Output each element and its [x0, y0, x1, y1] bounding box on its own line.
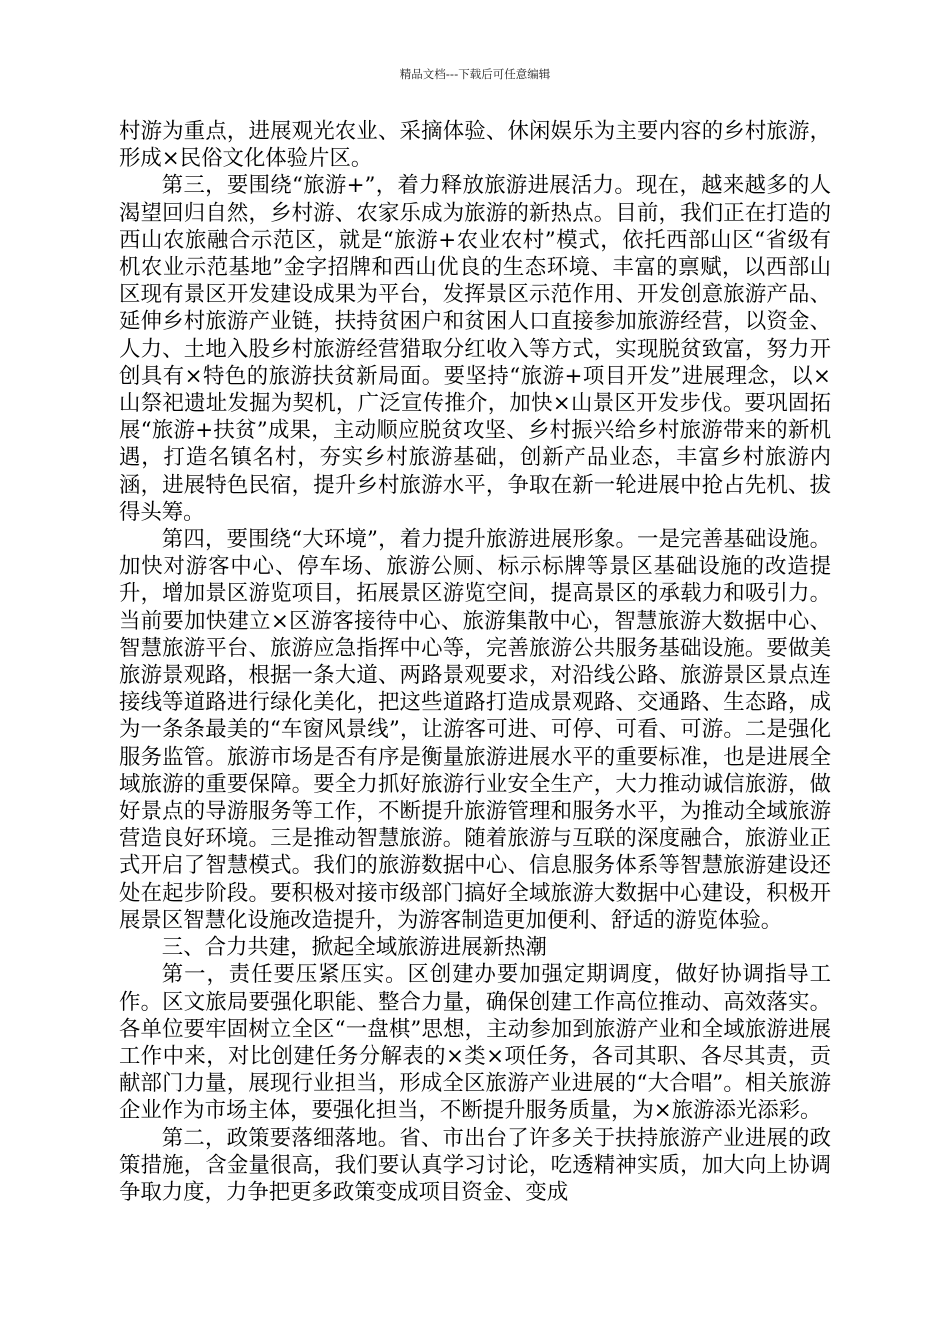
paragraph: 村游为重点，进展观光农业、采摘体验、休闲娱乐为主要内容的乡村旅游，形成×民俗文化体验片区。 — [119, 119, 831, 172]
document-body — [119, 118, 831, 1206]
page-header: 精品文档---下载后可任意编辑 — [399, 67, 551, 81]
paragraph: 第一，责任要压紧压实。区创建办要加强定期调度，做好协调指导工作。区文旅局要强化职能、整合力量，确保创建工作高位推动、高效落实。各单位要牢固树立全区“一盘棋”思想，主动参加到旅游产业和全域旅游进展工作中来，对比创建任务分解表的×类×项任务，各司其职、各尽其责，贡献部门力量，展现行业担当，形成全区旅游产业进展的“大合唱”。相关旅游企业作为市场主体，要强化担当，不断提升服务质量，为×旅游添光添彩。 — [119, 962, 831, 1124]
section-heading: 三、合力共建，掀起全域旅游进展新热潮 — [161, 935, 547, 961]
paragraph: 第二，政策要落细落地。省、市出台了许多关于扶持旅游产业进展的政策措施，含金量很高，我们要认真学习讨论，吃透精神实质，加大向上协调争取力度，力争把更多政策变成项目资金、变成 — [119, 1125, 831, 1205]
paragraph: 第四，要围绕“大环境”，着力提升旅游进展形象。一是完善基础设施。加快对游客中心、停车场、旅游公厕、标示标牌等景区基础设施的改造提升，增加景区游览项目，拓展景区游览空间，提高景区的承载力和吸引力。当前要加快建立×区游客接待中心、旅游集散中心，智慧旅游大数据中心、智慧旅游平台、旅游应急指挥中心等，完善旅游公共服务基础设施。要做美旅游景观路，根据一条大道、两路景观要求，对沿线公路、旅游景区景点连接线等道路进行绿化美化，把这些道路打造成景观路、交通路、生态路，成为一条条最美的“车窗风景线”，让游客可进、可停、可看、可游。二是强化服务监管。旅游市场是否有序是衡量旅游进展水平的重要标准，也是进展全域旅游的重要保障。要全力抓好旅游行业安全生产，大力推动诚信旅游，做好景点的导游服务等工作，不断提升旅游管理和服务水平，为推动全域旅游营造良好环境。三是推动智慧旅游。随着旅游与互联的深度融合，旅游业正式开启了智慧模式。我们的旅游数据中心、信息服务体系等智慧旅游建设还处在起步阶段。要积极对接市级部门搞好全域旅游大数据中心建设，积极开展景区智慧化设施改造提升，为游客制造更加便利、舒适的游览体验。 — [119, 527, 831, 933]
paragraph: 第三，要围绕“旅游+”，着力释放旅游进展活力。现在，越来越多的人渴望回归自然，乡村游、农家乐成为旅游的新热点。目前，我们正在打造的西山农旅融合示范区，就是“旅游+农业农村”模式，依托西部山区“省级有机农业示范基地”金字招牌和西山优良的生态环境、丰富的禀赋，以西部山区现有景区开发建设成果为平台，发挥景区示范作用、开发创意旅游产品、延伸乡村旅游产业链，扶持贫困户和贫困人口直接参加旅游经营，以资金、人力、土地入股乡村旅游经营猎取分红收入等方式，实现脱贫致富，努力开创具有×特色的旅游扶贫新局面。要坚持“旅游+项目开发”进展理念，以×山祭祀遗址发掘为契机，广泛宣传推介，加快×山景区开发步伐。要巩固拓展“旅游+扶贫”成果，主动顺应脱贫攻坚、乡村振兴给乡村旅游带来的新机遇，打造名镇名村，夯实乡村旅游基础，创新产品业态，丰富乡村旅游内涵，进展特色民宿，提升乡村旅游水平，争取在新一轮进展中抢占先机、拔得头筹。 — [119, 173, 831, 525]
